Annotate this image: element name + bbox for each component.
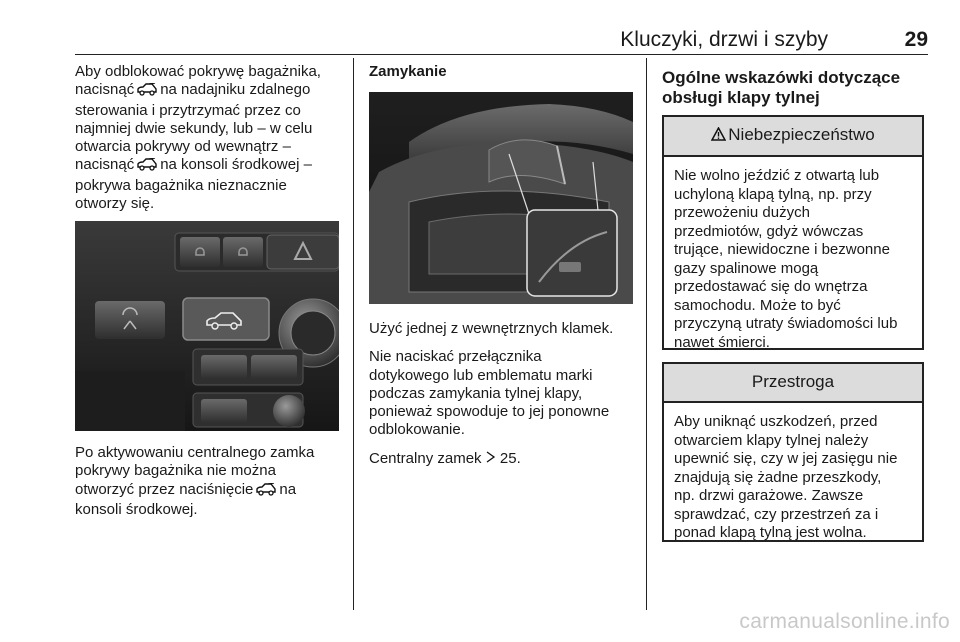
danger-box-title: Niebezpieczeństwo (664, 117, 922, 157)
text-line: sterowania i przytrzymać przez co (75, 101, 301, 119)
section-heading: obsługi klapy tylnej (662, 88, 820, 107)
watermark: carmanualsonline.info (739, 610, 950, 633)
warning-triangle-icon (711, 126, 726, 146)
text-line: trujące, niewidoczne i bezwonne (674, 241, 890, 258)
column-1 (75, 63, 345, 213)
car-trunk-icon (137, 83, 157, 101)
text-line: nacisnąć na nadajniku zdalnego (75, 81, 345, 101)
text-line: najmniej dwie sekundy, lub – w celu (75, 119, 313, 137)
text-line: upewnić się, czy w jej zasięgu nie (674, 450, 898, 467)
caution-box-body (664, 403, 922, 553)
section-heading-closing: Zamykanie (369, 63, 447, 80)
danger-box (662, 115, 924, 350)
text-line: otwarciem klapy tylnej należy (674, 431, 869, 449)
car-trunk-icon (137, 158, 157, 176)
text-line: otwarcia pokrywy od wewnątrz – (75, 138, 291, 156)
cross-reference: Centralny zamek 25. (369, 449, 521, 467)
column-divider-right (646, 58, 647, 610)
paragraph-unlock (75, 63, 345, 213)
column-3-heading (662, 68, 932, 108)
text-line: znajdują się żadne przeszkody, (674, 468, 882, 486)
car-trunk-icon (256, 483, 276, 501)
header-rule (75, 54, 928, 55)
text-line: pokrywy bagażnika nie można (75, 462, 276, 480)
text-line: konsoli środkowej. (75, 500, 198, 518)
text-line: Aby odblokować pokrywę bagażnika, (75, 63, 321, 80)
paragraph-handles: Użyć jednej z wewnętrznych klamek. (369, 320, 614, 337)
text-line: gazy spalinowe mogą (674, 259, 819, 277)
text-line: nacisnąć na konsoli środkowej – (75, 156, 345, 176)
text-line: samochodu. Może to być (674, 296, 841, 314)
center-console-photo (75, 221, 339, 431)
page-ref-icon (486, 450, 496, 467)
text-line: Po aktywowaniu centralnego zamka (75, 444, 315, 461)
column-2 (369, 63, 639, 81)
text-line: uchyloną klapą tylną, np. przy (674, 185, 872, 203)
paragraph-touch-switch (369, 348, 639, 439)
page-number: 29 (904, 28, 928, 51)
text-line: ponieważ spowoduje to jej ponowne (369, 403, 610, 421)
trunk-open-photo (369, 92, 633, 304)
text-line: nawet śmierci. (674, 333, 770, 351)
text-line: ponad klapą tylną jest wolna. (674, 524, 867, 541)
text-line: otworzy się. (75, 195, 155, 213)
paragraph-central-lock (75, 444, 345, 519)
text-line: przedmiotów, gdyż wówczas (674, 222, 864, 240)
text-line: pokrywa bagażnika nieznacznie (75, 176, 287, 194)
text-line: otworzyć przez naciśnięcie na (75, 481, 345, 501)
section-heading: Ogólne wskazówki dotyczące (662, 68, 901, 87)
text-line: przedostawać się do wnętrza (674, 278, 868, 295)
text-line: przewożeniu dużych (674, 204, 810, 221)
text-line: podczas zamykania tylnej klapy, (369, 384, 583, 402)
column-divider-left (353, 58, 354, 610)
danger-box-body (664, 157, 922, 362)
text-line: Aby uniknąć uszkodzeń, przed (674, 413, 878, 430)
text-line: sprawdzać, czy przestrzeń za i (674, 505, 879, 523)
caution-box (662, 362, 924, 542)
text-line: Nie naciskać przełącznika (369, 348, 542, 366)
caution-box-title: Przestroga (664, 364, 922, 403)
text-line: przyczyną utraty świadomości lub (674, 315, 898, 332)
section-title: Kluczyki, drzwi i szyby (620, 28, 828, 51)
text-line: Nie wolno jeździć z otwartą lub (674, 167, 880, 184)
text-line: dotykowego lub emblematu marki (369, 366, 593, 384)
column-2-text (369, 320, 639, 468)
text-line: np. drzwi garażowe. Zawsze (674, 487, 864, 504)
text-line: odblokowanie. (369, 421, 465, 439)
